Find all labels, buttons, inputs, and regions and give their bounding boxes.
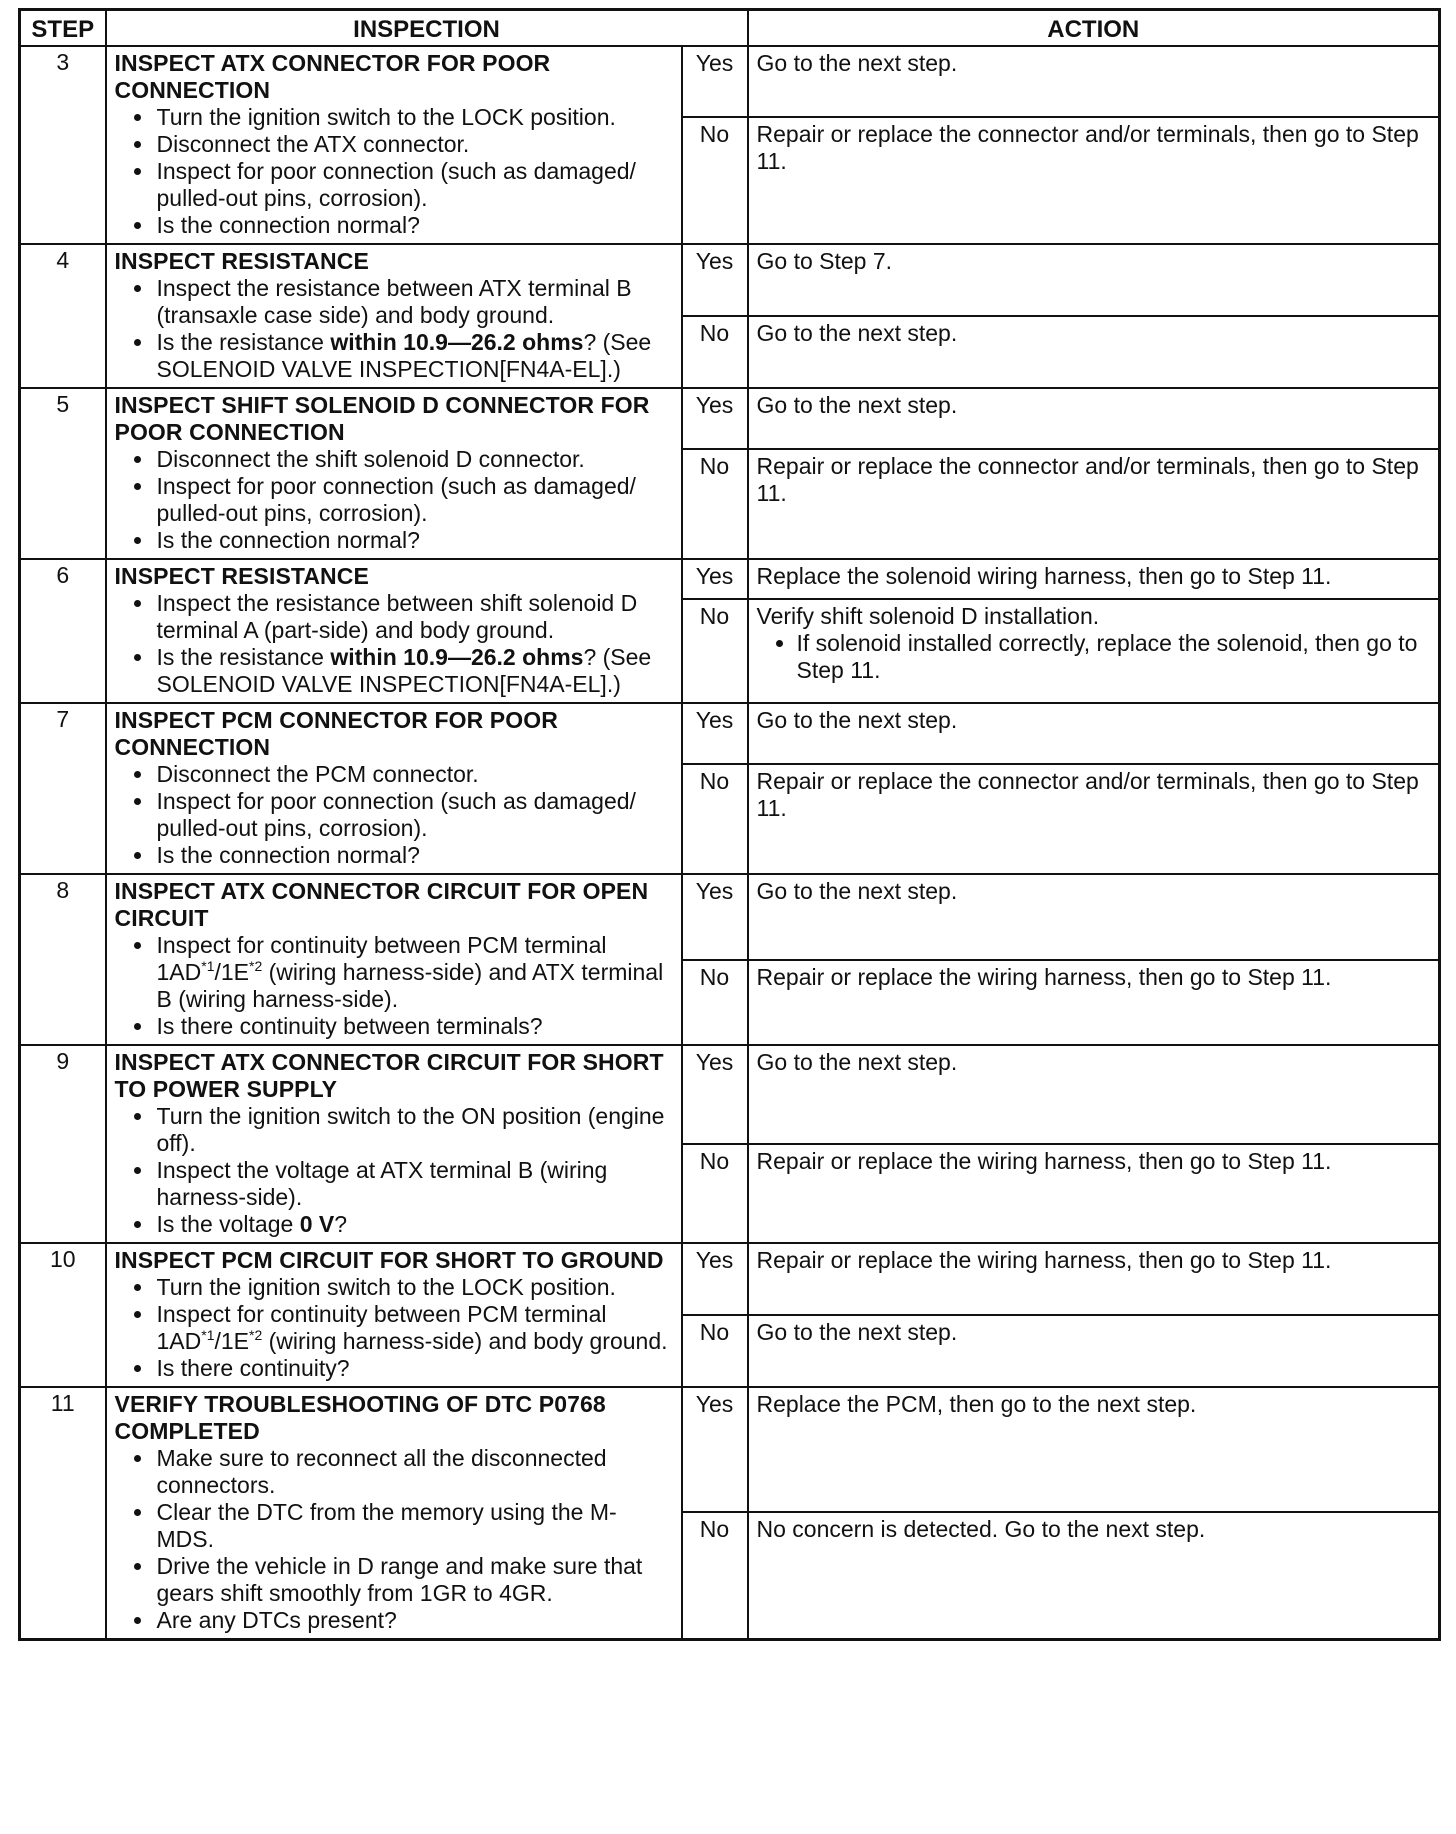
step-row [20, 244, 1440, 316]
bullet-text-part: Inspect for continuity between PCM terminal 1AD [156, 1301, 607, 1354]
no-action-cell [748, 316, 1440, 388]
no-action: Go to the next step. [756, 320, 958, 346]
yes-action: Go to the next step. [748, 1045, 1440, 1144]
no-action-cell [748, 599, 1440, 703]
no-action-cell [748, 1315, 1440, 1387]
table-body [20, 46, 1440, 1640]
inspection-bullet: • Drive the vehicle in D range and make sure that gears shift smoothly from 1GR to 4GR. [155, 1553, 673, 1607]
no-label: No [682, 316, 748, 388]
inspection-bullet-list [115, 446, 673, 554]
step-row [20, 559, 1440, 599]
no-action: Repair or replace the wiring harness, then go to Step 11. [756, 963, 1332, 990]
inspection-cell [106, 388, 682, 559]
inspection-bullet: • Inspect for poor connection (such as damaged/ pulled-out pins, corrosion). [155, 788, 673, 842]
bullet-text-part: Is the resistance [156, 329, 331, 355]
yes-action: Go to the next step. [748, 388, 1440, 449]
inspection-bullet: • Is the connection normal? [155, 527, 673, 554]
step-row [20, 1387, 1440, 1512]
inspection-bullet: • Disconnect the ATX connector. [155, 131, 673, 158]
bullet-text-part: (wiring harness-side) and ATX terminal B (wiring harness-side). [156, 959, 664, 1012]
footnote-marker: *2 [249, 958, 263, 974]
inspection-title: INSPECT ATX CONNECTOR FOR POOR CONNECTION [114, 50, 551, 103]
inspection-cell [106, 244, 682, 388]
no-action: Repair or replace the connector and/or terminals, then go to Step 11. [756, 768, 1419, 822]
column-header-inspection: INSPECTION [106, 10, 748, 47]
no-label: No [682, 449, 748, 559]
bullet-text-part: ? [334, 1211, 348, 1237]
inspection-bullet: • Are any DTCs present? [155, 1607, 673, 1634]
no-action: Repair or replace the connector and/or terminals, then go to Step 11. [756, 453, 1419, 507]
inspection-bullet: • Inspect for poor connection (such as damaged/ pulled-out pins, corrosion). [155, 473, 673, 527]
inspection-title: INSPECT RESISTANCE [114, 563, 369, 589]
no-action-cell [748, 449, 1440, 559]
action-bullet: • If solenoid installed correctly, replace the solenoid, then go to Step 11. [797, 630, 1431, 684]
yes-label: Yes [682, 1045, 748, 1144]
yes-action: Go to the next step. [748, 874, 1440, 960]
no-label: No [682, 1144, 748, 1243]
yes-action: Go to the next step. [748, 703, 1440, 764]
no-label: No [682, 117, 748, 244]
yes-label: Yes [682, 1387, 748, 1512]
step-number: 11 [20, 1387, 106, 1640]
yes-action: Go to Step 7. [748, 244, 1440, 316]
spec-value: within 10.9—26.2 ohms [330, 329, 584, 355]
yes-label: Yes [682, 559, 748, 599]
inspection-bullet: • Is the connection normal? [155, 842, 673, 869]
inspection-bullet: • Inspect the resistance between ATX terminal B (transaxle case side) and body ground. [155, 275, 673, 329]
inspection-title: VERIFY TROUBLESHOOTING OF DTC P0768 COMPLETED [114, 1391, 606, 1444]
inspection-cell [106, 1243, 682, 1387]
inspection-bullet: • Turn the ignition switch to the LOCK position. [155, 1274, 673, 1301]
inspection-bullet: • Is the connection normal? [155, 212, 673, 239]
inspection-cell [106, 874, 682, 1045]
column-header-action: ACTION [748, 10, 1440, 47]
step-row [20, 1243, 1440, 1315]
inspection-title: INSPECT PCM CONNECTOR FOR POOR CONNECTION [114, 707, 558, 760]
step-number: 4 [20, 244, 106, 388]
inspection-bullet-list [115, 590, 673, 698]
inspection-title: INSPECT ATX CONNECTOR CIRCUIT FOR OPEN CIRCUIT [114, 878, 649, 931]
no-action-cell [748, 1144, 1440, 1243]
inspection-bullet-list [115, 1445, 673, 1634]
bullet-text-part: (wiring harness-side) and body ground. [262, 1328, 668, 1354]
no-action: Repair or replace the wiring harness, then go to Step 11. [756, 1148, 1332, 1174]
inspection-bullet: • Inspect for poor connection (such as damaged/ pulled-out pins, corrosion). [155, 158, 673, 212]
troubleshooting-sheet [18, 8, 1438, 1641]
no-action-cell [748, 960, 1440, 1046]
step-row [20, 46, 1440, 117]
bullet-text-part: ? (See SOLENOID VALVE INSPECTION[FN4A-EL].) [156, 329, 652, 382]
inspection-title: INSPECT PCM CIRCUIT FOR SHORT TO GROUND [114, 1247, 664, 1273]
yes-action: Repair or replace the wiring harness, then go to Step 11. [748, 1243, 1440, 1315]
inspection-cell [106, 1045, 682, 1243]
bullet-text-part: Inspect for continuity between PCM terminal 1AD [156, 932, 607, 985]
table-header-row [20, 10, 1440, 47]
no-action: No concern is detected. Go to the next step. [756, 1516, 1206, 1543]
inspection-bullet [155, 932, 673, 1013]
inspection-bullet-list [115, 104, 673, 239]
inspection-title: INSPECT RESISTANCE [114, 248, 369, 274]
inspection-bullet: • Make sure to reconnect all the disconnected connectors. [155, 1445, 673, 1499]
inspection-bullet-list [115, 275, 673, 383]
inspection-bullet: • Is there continuity between terminals? [155, 1013, 673, 1040]
yes-label: Yes [682, 46, 748, 117]
inspection-bullet: • Turn the ignition switch to the ON position (engine off). [155, 1103, 673, 1157]
spec-value: 0 V [299, 1211, 335, 1237]
no-action-cell [748, 1512, 1440, 1639]
inspection-bullet [155, 644, 673, 698]
inspection-cell [106, 703, 682, 874]
no-action-cell [748, 764, 1440, 874]
inspection-cell [106, 559, 682, 703]
yes-label: Yes [682, 388, 748, 449]
no-label: No [682, 764, 748, 874]
footnote-marker: *1 [201, 958, 215, 974]
inspection-bullet: • Disconnect the shift solenoid D connector. [155, 446, 673, 473]
inspection-cell [106, 46, 682, 244]
no-label: No [682, 960, 748, 1046]
step-row [20, 703, 1440, 764]
inspection-bullet: • Inspect the voltage at ATX terminal B (wiring harness-side). [155, 1157, 673, 1211]
step-row [20, 388, 1440, 449]
action-bullet-list [757, 630, 1431, 684]
inspection-bullet: • Is there continuity? [155, 1355, 673, 1382]
no-action: Verify shift solenoid D installation. [756, 603, 1100, 630]
bullet-text-part: Is the resistance [156, 644, 331, 670]
column-header-step: STEP [20, 10, 106, 47]
bullet-text-part: ? (See SOLENOID VALVE INSPECTION[FN4A-EL].) [156, 644, 652, 697]
step-number: 3 [20, 46, 106, 244]
yes-label: Yes [682, 703, 748, 764]
bullet-text-part: /1E [214, 959, 250, 985]
inspection-title: INSPECT ATX CONNECTOR CIRCUIT FOR SHORT TO POWER SUPPLY [114, 1049, 664, 1102]
step-row [20, 1045, 1440, 1144]
yes-label: Yes [682, 874, 748, 960]
inspection-bullet-list [115, 1103, 673, 1238]
bullet-text-part: Is the voltage [156, 1211, 300, 1237]
step-number: 9 [20, 1045, 106, 1243]
step-number: 6 [20, 559, 106, 703]
inspection-bullet: • Disconnect the PCM connector. [155, 761, 673, 788]
inspection-bullet [155, 1211, 673, 1238]
yes-label: Yes [682, 1243, 748, 1315]
no-label: No [682, 599, 748, 703]
spec-value: within 10.9—26.2 ohms [330, 644, 584, 670]
bullet-text-part: /1E [214, 1328, 250, 1354]
inspection-bullet [155, 329, 673, 383]
step-number: 5 [20, 388, 106, 559]
inspection-cell [106, 1387, 682, 1640]
no-label: No [682, 1315, 748, 1387]
no-action-cell [748, 117, 1440, 244]
inspection-bullet [155, 1301, 673, 1355]
inspection-bullet-list [115, 932, 673, 1040]
step-row [20, 874, 1440, 960]
yes-action: Go to the next step. [748, 46, 1440, 117]
troubleshooting-table [18, 8, 1441, 1641]
inspection-bullet: • Clear the DTC from the memory using the M-MDS. [155, 1499, 673, 1553]
no-label: No [682, 1512, 748, 1639]
footnote-marker: *1 [201, 1327, 215, 1343]
inspection-bullet: • Turn the ignition switch to the LOCK position. [155, 104, 673, 131]
inspection-title: INSPECT SHIFT SOLENOID D CONNECTOR FOR POOR CONNECTION [114, 392, 650, 445]
yes-action: Replace the solenoid wiring harness, then go to Step 11. [748, 559, 1440, 599]
no-action: Go to the next step. [756, 1319, 958, 1345]
no-action: Repair or replace the connector and/or terminals, then go to Step 11. [756, 120, 1419, 174]
yes-action: Replace the PCM, then go to the next step. [748, 1387, 1440, 1512]
inspection-bullet-list [115, 1274, 673, 1382]
inspection-bullet: • Inspect the resistance between shift solenoid D terminal A (part-side) and body ground. [155, 590, 673, 644]
step-number: 7 [20, 703, 106, 874]
footnote-marker: *2 [249, 1327, 263, 1343]
inspection-bullet-list [115, 761, 673, 869]
step-number: 8 [20, 874, 106, 1045]
yes-label: Yes [682, 244, 748, 316]
step-number: 10 [20, 1243, 106, 1387]
